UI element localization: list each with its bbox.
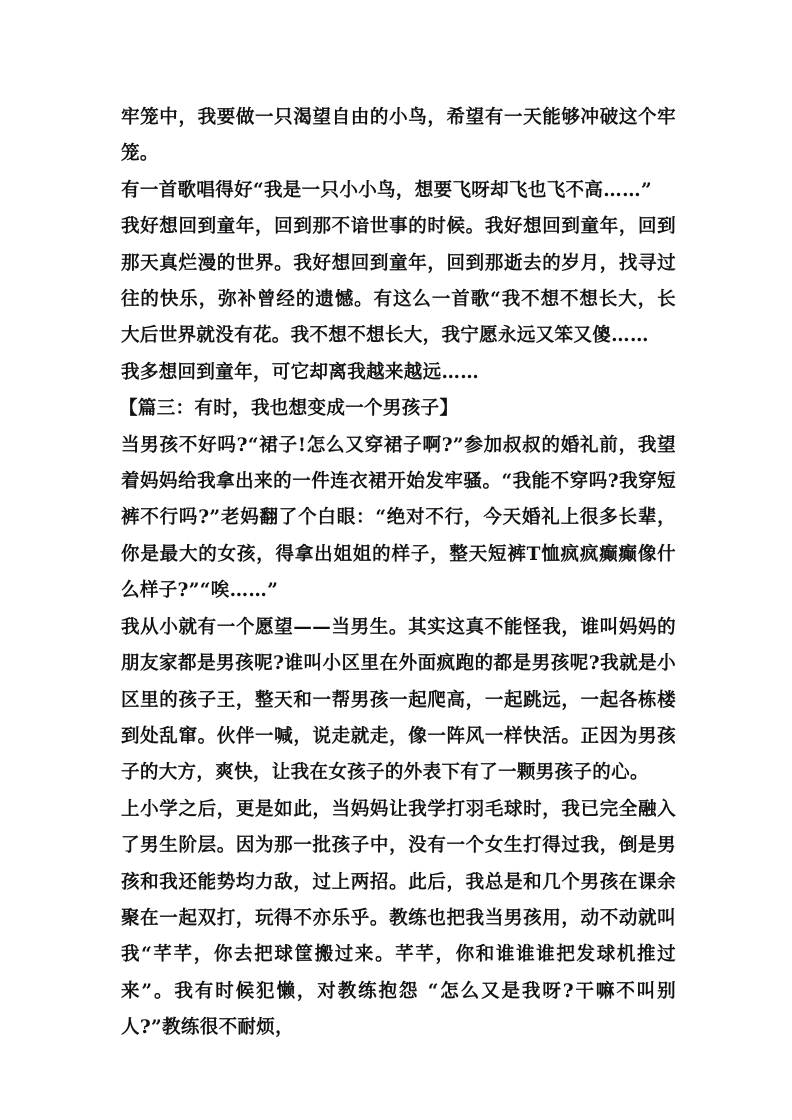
- paragraph-skirt-complaint: 当男孩不好吗?“裙子!怎么又穿裙子啊?”参加叔叔的婚礼前，我望着妈妈给我拿出来的一件连衣裙开始发牢骚。“我能不穿吗?我穿短裤不行吗?”老妈翻了个白眼：“绝对不行，今天婚礼上很多长辈，你是最大的女孩，得拿出姐姐的样子，整天短裤T恤疯疯癫癫像什么样子?”“唉……”: [121, 434, 676, 602]
- paragraph-childhood-far-away: 我多想回到童年，可它却离我越来越远……: [121, 361, 480, 383]
- paragraph-wish-to-be-boy: 我从小就有一个愿望——当男生。其实这真不能怪我，谁叫妈妈的朋友家都是男孩呢?谁叫小区里在外面疯跑的都是男孩呢?我就是小区里的孩子王，整天和一帮男孩一起爬高，一起跳远，一起各栋楼到处乱窜。伙伴一喊，说走就走，像一阵风一样快活。正因为男孩子的大方，爽快，让我在女孩子的外表下有了一颗男孩子的心。: [121, 616, 676, 784]
- paragraph-cage-bird: 牢笼中，我要做一只渴望自由的小鸟，希望有一天能够冲破这个牢笼。: [121, 107, 676, 165]
- page-content: [121, 100, 676, 1047]
- paragraph-badminton: 上小学之后，更是如此，当妈妈让我学打羽毛球时，我已完全融入了男生阶层。因为那一批孩子中，没有一个女生打得过我，倒是男孩和我还能势均力敌，过上两招。此后，我总是和几个男孩在课余聚在一起双打，玩得不亦乐乎。教练也把我当男孩用，动不动就叫我“芊芊，你去把球筐搬过来。芊芊，你和谁谁谁把发球机推过来”。我有时候犯懒，对教练抱怨 “怎么又是我呀?干嘛不叫别人?”教练很不耐烦，: [121, 798, 676, 1039]
- paragraph-back-to-childhood: 我好想回到童年，回到那不谙世事的时候。我好想回到童年，回到那天真烂漫的世界。我好想回到童年，回到那逝去的岁月，找寻过往的快乐，弥补曾经的遗憾。有这么一首歌“我不想不想长大，长大后世界就没有花。我不想不想长大，我宁愿永远又笨又傻……: [121, 216, 676, 347]
- paragraph-song-little-bird: 有一首歌唱得好“我是一只小小鸟，想要飞呀却飞也飞不高……”: [121, 179, 652, 201]
- section-heading: 【篇三：有时，我也想变成一个男孩子】: [119, 398, 459, 420]
